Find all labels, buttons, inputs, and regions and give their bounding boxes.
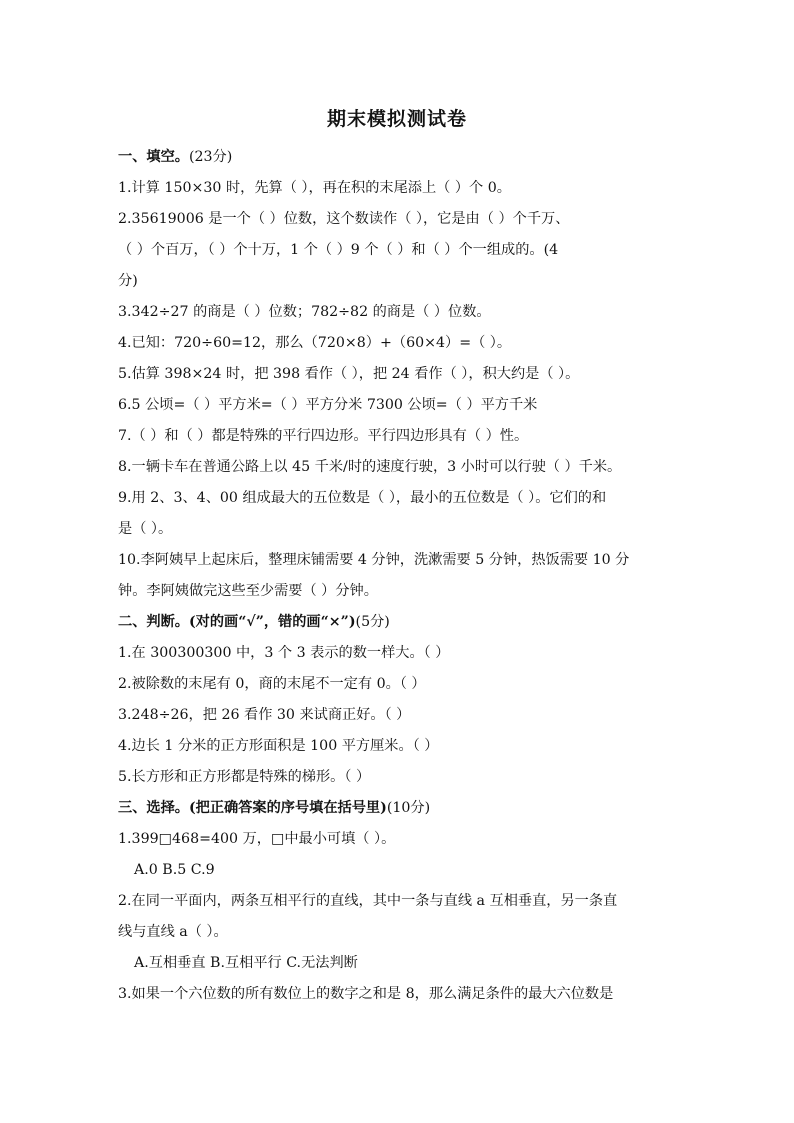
exam-title: 期末模拟测试卷: [326, 108, 467, 130]
question-fill-7: 7.（ ）和（ ）都是特殊的平行四边形。平行四边形具有（ ）性。: [118, 428, 529, 444]
question-choose-1: 1.399□468=400 万，□中最小可填（ ）。: [118, 831, 396, 847]
question-judge-5: 5.长方形和正方形都是特殊的梯形。（ ）: [118, 769, 371, 785]
section-choose: [118, 798, 698, 818]
question-choose-1-options: A.0 B.5 C.9: [134, 862, 215, 878]
question-fill-9-line2: 是（ ）。: [118, 521, 173, 537]
question-judge-4: 4.边长 1 分米的正方形面积是 100 平方厘米。（ ）: [118, 738, 439, 754]
question-choose-2-options: A.互相垂直 B.互相平行 C.无法判断: [134, 955, 358, 971]
question-judge-3: 3.248÷26，把 26 看作 30 来试商正好。（ ）: [118, 707, 411, 723]
question-fill-4: 4.已知：720÷60=12，那么（720×8）+（60×4）=（ ）。: [118, 335, 512, 351]
question-fill-6: 6.5 公顷=（ ）平方米=（ ）平方分米 7300 公顷=（ ）平方千米: [118, 397, 538, 413]
question-fill-2-line3: 分): [118, 273, 138, 289]
question-fill-8: 8.一辆卡车在普通公路上以 45 千米/时的速度行驶，3 小时可以行驶（ ）千米。: [118, 459, 622, 475]
question-choose-2-line1: 2.在同一平面内，两条互相平行的直线，其中一条与直线 a 互相垂直，另一条直: [118, 893, 618, 909]
question-fill-2-line1: 2.35619006 是一个（ ）位数，这个数读作（ ），它是由（ ）个千万、: [118, 211, 570, 227]
section-points: (5分): [355, 614, 390, 630]
section-heading: 三、选择。(把正确答案的序号填在括号里): [118, 800, 387, 816]
section-points: (23分): [188, 149, 233, 165]
section-points: (10分): [386, 800, 431, 816]
question-choose-2-line2: 线与直线 a（ ）。: [118, 924, 228, 940]
question-fill-3: 3.342÷27 的商是（ ）位数；782÷82 的商是（ ）位数。: [118, 304, 491, 320]
question-fill-5: 5.估算 398×24 时，把 398 看作（ ），把 24 看作（ ），积大约是（ ）。: [118, 366, 580, 382]
section-heading: 二、判断。(对的画“√”，错的画“×”): [118, 614, 356, 630]
question-fill-10-line2: 钟。李阿姨做完这些至少需要（ ）分钟。: [118, 583, 378, 599]
section-judge: [118, 612, 698, 632]
question-fill-2-line2: （ ）个百万，（ ）个十万，1 个（ ）9 个（ ）和（ ）个一组成的。(4: [118, 242, 559, 258]
section-fill-blanks: [118, 147, 698, 167]
question-judge-1: 1.在 300300300 中，3 个 3 表示的数一样大。（ ）: [118, 645, 450, 661]
question-fill-1: 1.计算 150×30 时，先算（ ），再在积的末尾添上（ ）个 0。: [118, 180, 511, 196]
section-heading: 一、填空。: [118, 149, 189, 165]
question-choose-3-line1: 3.如果一个六位数的所有数位上的数字之和是 8，那么满足条件的最大六位数是: [118, 986, 614, 1002]
question-fill-10-line1: 10.李阿姨早上起床后，整理床铺需要 4 分钟，洗漱需要 5 分钟，热饭需要 10 分: [118, 552, 630, 568]
question-fill-9-line1: 9.用 2、3、4、00 组成最大的五位数是（ ），最小的五位数是（ ）。它们的和: [118, 490, 607, 506]
question-judge-2: 2.被除数的末尾有 0，商的末尾不一定有 0。（ ）: [118, 676, 426, 692]
